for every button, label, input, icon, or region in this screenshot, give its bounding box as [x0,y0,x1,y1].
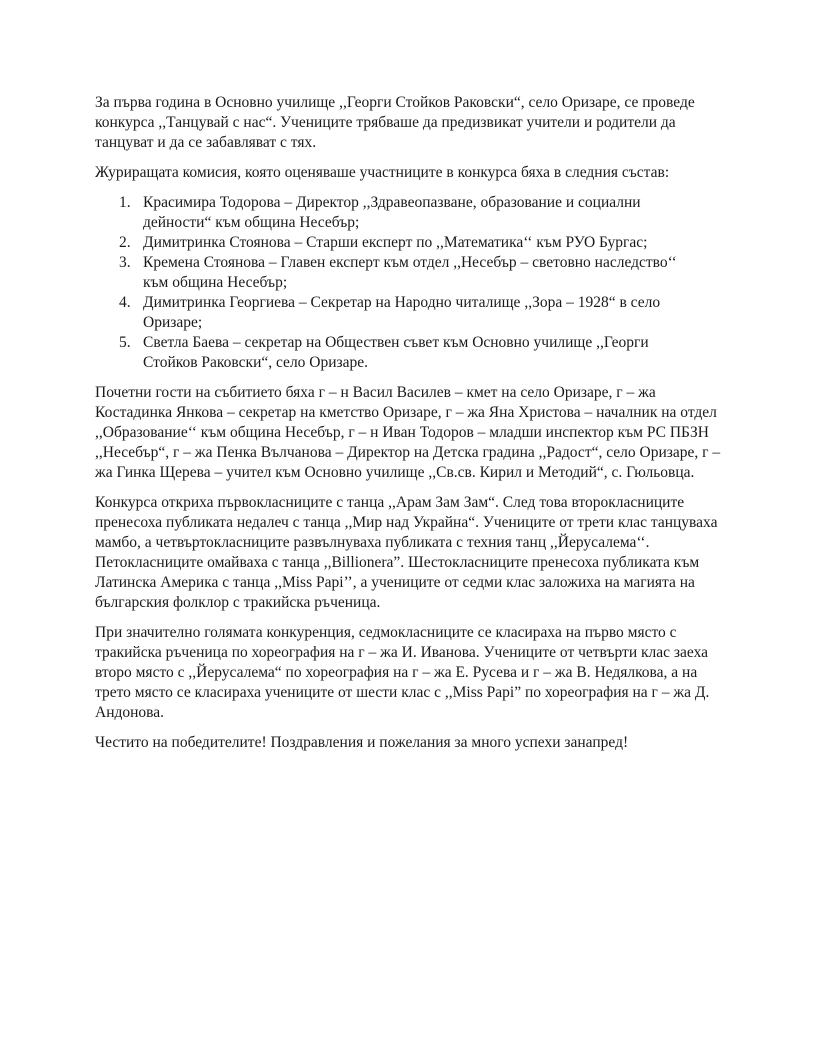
guests-paragraph: Почетни гости на събитието бяха г – н Васил Василев – кмет на село Оризаре, г – жа Костадинка Янкова – секретар на кметство Оризаре, г – жа Яна Христова – началник на отдел ,,Образование‘‘ към община Несебър, г – н Иван Тодоров – младши инспектор към РС ПБЗН ,,Несебър“, г – жа Пенка Вълчанова – Директор на Детска градина ,,Радост“, село Оризаре, г – жа Гинка Щерева – учител към Основно училище ,,Св.св. Кирил и Методий“, с. Гюльовца. [95,384,721,481]
list-item [95,233,725,253]
list-item [95,333,725,373]
list-item-text: Красимира Тодорова – Директор ,,Здравеопазване, образование и социални дейности“ към община Несебър; [143,194,641,231]
list-item-number: 2. [119,234,131,251]
list-item-number: 4. [119,294,131,311]
list-item-text: Димитринка Стоянова – Старши експерт по ,,Математика‘‘ към РУО Бургас; [143,234,648,251]
list-item [95,193,725,233]
list-item-text: Кремена Стоянова – Главен експерт към отдел ,,Несебър – световно наследство‘‘ към община Несебър; [143,254,677,291]
list-item-text: Светла Баева – секретар на Обществен съвет към Основно училище ,,Георги Стойков Раковски“, село Оризаре. [143,334,649,371]
list-item-number: 1. [119,194,131,211]
jury-intro-paragraph: Журиращата комисия, която оценяваше участниците в конкурса бяха в следния състав: [95,164,670,181]
intro-paragraph: За първа година в Основно училище ,,Георги Стойков Раковски“, село Оризаре, се проведе конкурса ,,Танцувай с нас“. Учениците трябваше да предизвикат учители и родители да танцуват и да се забавляват с тях. [95,94,695,151]
results-paragraph: При значително голямата конкуренция, седмокласниците се класираха на първо място с тракийска ръченица по хореография на г – жа И. Иванова. Учениците от четвърти клас заеха второ място с ,,Йерусалема“ по хореография на г – жа Е. Русева и г – жа В. Недялкова, а на трето място се класираха учениците от шести клас с ,,Miss Papi” по хореография на г – жа Д. Андонова. [95,624,710,721]
list-item-number: 3. [119,254,131,271]
jury-list [95,193,725,373]
list-item [95,293,725,333]
document-page [95,93,725,763]
list-item-number: 5. [119,334,131,351]
list-item [95,253,725,293]
closing-paragraph: Честито на победителите! Поздравления и пожелания за много успехи занапред! [95,734,629,751]
list-item-text: Димитринка Георгиева – Секретар на Народно читалище ,,Зора – 1928“ в село Оризаре; [143,294,661,331]
performances-paragraph: Конкурса откриха първокласниците с танца ,,Арам Зам Зам“. След това второкласниците пренесоха публиката недалеч с танца ,,Мир над Украйна“. Учениците от трети клас танцуваха мамбо, а четвъртокласниците развълнуваха публиката с техния танц ,,Йерусалема‘‘. Петокласниците омайваха с танца ,,Billionera”. Шестокласниците пренесоха публиката към Латинска Америка с танца ,,Miss Papi’’, а учениците от седми клас заложиха на магията на българския фолклор с тракийска ръченица. [95,494,718,611]
